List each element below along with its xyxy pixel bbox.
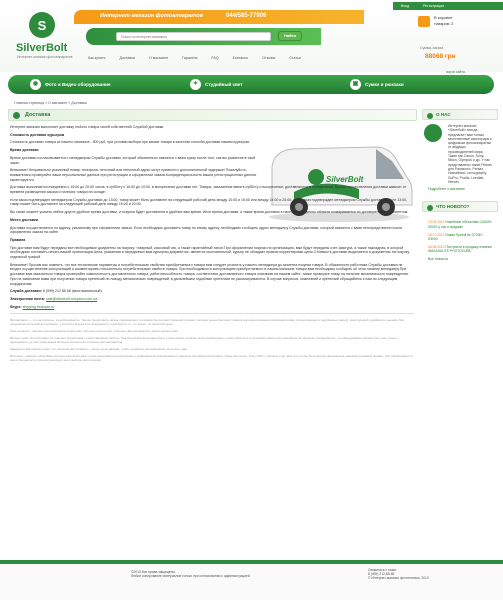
bag-icon: ▣: [350, 79, 361, 90]
about-link[interactable]: Подробнее о магазине: [428, 187, 465, 192]
top-links: [393, 2, 503, 10]
skype-label: Skype:: [10, 304, 22, 309]
seo-text-1: Фотоаппарат — это не роскошь, а необходимость. Теперь представить жизнь современного человека без соответствующей техники. Сегодня рынок бытовых товаров наполнен разными производителями (отечественных и зарубежных марок), конструкцией, дизайном и ценами. Мы предлагаем большой ассортимент, у которого всегда есть возможность приобрести то, что нужно, по приятной цене.: [10, 318, 404, 327]
menu-item-about[interactable]: О магазине: [148, 56, 169, 60]
news-date: 13.09.2013: [428, 220, 445, 225]
news-body: [422, 212, 498, 265]
sum-label: Сумма заказа: [420, 46, 444, 50]
menu-item-reviews[interactable]: Отзывы: [262, 56, 276, 60]
cart-line1: В корзине: [434, 15, 453, 20]
news-item[interactable]: [428, 220, 492, 228]
top-menu: [74, 56, 414, 64]
footer-contact-2: 8 (495) 212-85-66: [368, 572, 395, 577]
news-title-text: ЧТО НОВОГО?: [436, 204, 470, 210]
menu-item-faq[interactable]: FAQ: [211, 56, 219, 60]
menu-item-warranty[interactable]: Гарантия: [182, 56, 198, 60]
attention-text-1: Внимание! Неправильно указанный номер телефона, неточный или неполный адрес могут привести к дополнительной задержке! Пожалуйста, внимательно проверяйте ваши персональные данные при регистрации и оформлении заказа.Конфиденциальность ваших регистрационных данных гарантируется.: [10, 168, 257, 182]
skype-link[interactable]: shipping.example.ru: [22, 304, 55, 309]
intro-text: Интернет-магазин выполняет доставку любого товара своей собственной Службой доставки.: [10, 125, 165, 129]
category-label: Студийный свет: [205, 82, 243, 87]
logo-icon[interactable]: S: [29, 12, 55, 38]
rules-text: При доставке вам будут переданы все необходимые документы на покупку: товарный, кассовый чек, а также гарантийный талон.При оформлении покупки на организацию, вам будут переданы счет-фактура, а также накладная, в которой необходимо поставить печать вашей организации.Цена, указанная в переданных вам курьером документах, является окончательной, курьер не обладает правом корректировки цены.Стоимость доставки выделяется в документах на покупку отдельной графой.: [10, 245, 410, 260]
about-title-text: О НАС: [436, 112, 451, 117]
cart-box[interactable]: [418, 12, 498, 37]
time-heading: Время доставки: [10, 148, 39, 153]
van-logo-text: SilverBolt: [326, 175, 364, 184]
news-link[interactable]: Новая SpeedLite D7000 / D3000: [428, 232, 484, 242]
category-bags[interactable]: [350, 79, 494, 90]
menu-item-articles[interactable]: Статьи: [289, 56, 301, 60]
about-body: [422, 120, 498, 195]
banner-title: Интернет-магазин фотоаппаратов: [100, 13, 203, 19]
login-link[interactable]: Вход: [401, 4, 410, 8]
seo-text-2: Наш интернет - магазин фотоаппаратов предлагает большое количество отличных фотоаппаратов и аксессуаров к ним.: [10, 329, 179, 334]
service-label: Служба доставки:: [10, 289, 42, 294]
logo-text[interactable]: SilverBolt: [16, 42, 68, 54]
title-bar: [8, 109, 417, 121]
category-studio-light[interactable]: [190, 79, 334, 90]
time-text: Время доставки согласовывается с менеджером Службы доставки, который обязательно свяжется с вами сразу после того, как вы разместите свой заказ.: [10, 155, 256, 165]
menu-item-how-to-buy[interactable]: Как купить: [88, 56, 106, 60]
news-item[interactable]: [428, 245, 492, 253]
register-link[interactable]: Регистрация: [423, 4, 445, 8]
news-icon: [427, 205, 433, 211]
sidebar-logo-icon: [424, 124, 442, 142]
main-content: [8, 109, 418, 555]
category-photo-video[interactable]: [30, 79, 174, 90]
email-link[interactable]: sale@silverbolt.shopsoo.com.ua: [45, 296, 98, 301]
light-icon: ✦: [190, 79, 201, 90]
header: [0, 0, 503, 72]
copyright-line-2: Любое копирование материалов только при согласовании с администрацией.: [131, 574, 251, 579]
news-link[interactable]: Новейшие объективы CANON ZEISS у нас в продаже: [428, 220, 492, 229]
banner-phone: 044/585-77909: [226, 13, 267, 19]
category-label: Сумки и рюкзаки: [365, 82, 404, 87]
category-label: Фото и Видео оборудование: [45, 82, 111, 87]
rules-heading: Правила: [10, 237, 26, 242]
title-icon: [13, 112, 20, 119]
place-heading: Место доставки: [10, 217, 38, 222]
footer-contacts: [368, 568, 429, 581]
cart-link[interactable]: корзи сайты: [446, 70, 466, 74]
seo-text-5: Интернет - магазин «SilverBolt» всегда предлагает вам только качественные аксессуары к цифровым фотоаппаратам от ведущих производителей мира. Такие как Canon, Sony, Nikon, Olympus и др. Для того чтобы быть всегда уверенным в надежности вашей техники. При необходимости наши специалисты проконсультируют вас в выборе фототехники.: [10, 354, 413, 363]
footer-contact-1: Свяжитесь с нами:: [368, 568, 397, 572]
all-news-link[interactable]: Все новости: [428, 256, 448, 261]
footer-copyright: [131, 570, 251, 578]
search-input[interactable]: [116, 32, 271, 41]
breadcrumb[interactable]: Главная страница » О магазине » Доставка: [14, 101, 87, 105]
cart-line2: товаров: 2: [434, 21, 454, 26]
logo-subtitle: Интернет-магазин фотоаппаратов: [17, 55, 73, 59]
copyright-line-1: ©2013 Все права защищены.: [131, 570, 176, 574]
service-phone: 8 (999) 212 85 66 (многоканальный).: [42, 289, 103, 294]
sum-value: 88068 грн: [425, 53, 456, 60]
news-link[interactable]: Поступили в продажу новинки WAKANALITE PHOTOCUBE: [428, 245, 492, 254]
attention-text-2: Внимание! Просим вас помнить, что все технические параметры и потребительские свойства приобретаемого товара вам следует уточнить у нашего менеджера до момента покупки товара. В обязанности работника Службы доставки не входит осуществление консультаций и комментариев относительно потребительских свойств товара. При необходимости консультацию приобретаемого в нашем магазине товара вам необходимо сообщить об этом нашему менеджеру.При доставке вам заказанного товара проверяйте комплектность доставленного товара, работоспособность товара, соответствие доставленного товара описанию на нашем сайте, также проверьте товар на наличие механического повреждения. При не замечании вами при получении товара претензий по поводу механических повреждений, в дальнейшем подобные претензии не рассматриваются. В случае вопросов, пожеланий и претензий обращайтесь к нам по следующим координатам:: [10, 262, 409, 286]
news-date: 16.07.2013: [428, 232, 445, 237]
page-title: Доставка: [25, 112, 51, 118]
schedule-text-3: Вы также можете указать любое другое удобное время доставки, и покупка будет доставлена в удобное вам время. Иное время доставки, а также время доставки в населенные пункты области оговариваются по договоренности с клиентом.: [10, 210, 409, 215]
news-date: 06.06.2013: [428, 245, 445, 250]
delivery-text: [10, 125, 414, 365]
cart-icon[interactable]: [418, 16, 430, 27]
search-button[interactable]: Найти: [278, 31, 302, 41]
menu-item-delivery[interactable]: Доставка: [119, 56, 135, 60]
seo-text-4: Каждый из вас хорошо знает, что хорошая фотография — вещь очень важная, чтобы сохранить воспоминание на долгие годы.: [10, 347, 189, 352]
about-text: Интернет-магазин «SilverBolt» всегда предлагает вам только качественные аксессуары к цифровым фотоаппаратам от ведущих производителей мира. Такие как Canon, Sony, Nikon, Olympus и др. У нас представлены также Ремни для Panasonic, Pentax, Hasselblad, Lensography, GoPro, Pradis, Leedlab, Hensel.: [448, 124, 492, 184]
schedule-text: Доставка выполняется ежедневно с 10:00 до 20:00 часов, в субботу с 10:00 до 19:00, в воскресенье доставки нет. Товары, заказанные вами в субботу и воскресенье, доставляются в понедельник. Время осуществления доставки зависит от времени размещения заказа и наличия товара на складе:: [10, 185, 407, 195]
courier-text: Стоимость доставки товара из нашего магазина - 500 руб, при условии выбора при заказе товара в качестве способа доставки нашим курьером.: [10, 140, 250, 145]
courier-heading: Стоимость доставки курьером: [10, 132, 65, 137]
news-item[interactable]: [428, 233, 492, 241]
news-title: [422, 201, 498, 212]
schedule-text-2: если заказ подтвержден менеджером Службы доставки до 13:00, товар может быть доставлен на следующий рабочий день между 10:00 и 15:00 или между 15:00 и 20:00; если заказ подтвержден менеджером Службы доставки после 13:00, товар может быть доставлен на следующий рабочий день между 15:00 и 20:00.: [10, 197, 408, 207]
place-text: Доставка осуществляется по адресу, указанному при оформлении заказа. Если необходимо доставить товар по иному адресу, необходимо сообщить адрес менеджеру Службы доставки, который свяжется с вами непосредственно после оформления заказа на сайте.: [10, 225, 403, 235]
email-label: Электронная почта:: [10, 296, 45, 301]
about-title: [422, 109, 498, 120]
camera-icon: ◉: [30, 79, 41, 90]
sidebar: [422, 109, 498, 265]
seo-text-3: Всегда, нужно фотоаппарат не отвечает средствами к представлению работы. Под видом всегда должны быть с ним кнопки, которые прост необходимы, чтобы облегчить в установке работы фотоаппарата. В процессе определяется, что оборудование должно быть как лучше с функциями и др. Мы предлагаем большое количество отличных фотоаппаратов.: [10, 336, 399, 345]
footer-contact-3: © Интернет-магазин фототехники, 2013: [368, 576, 429, 581]
info-icon: [427, 113, 433, 119]
category-bar: [8, 75, 494, 94]
menu-item-contacts[interactable]: Контакты: [232, 56, 249, 60]
